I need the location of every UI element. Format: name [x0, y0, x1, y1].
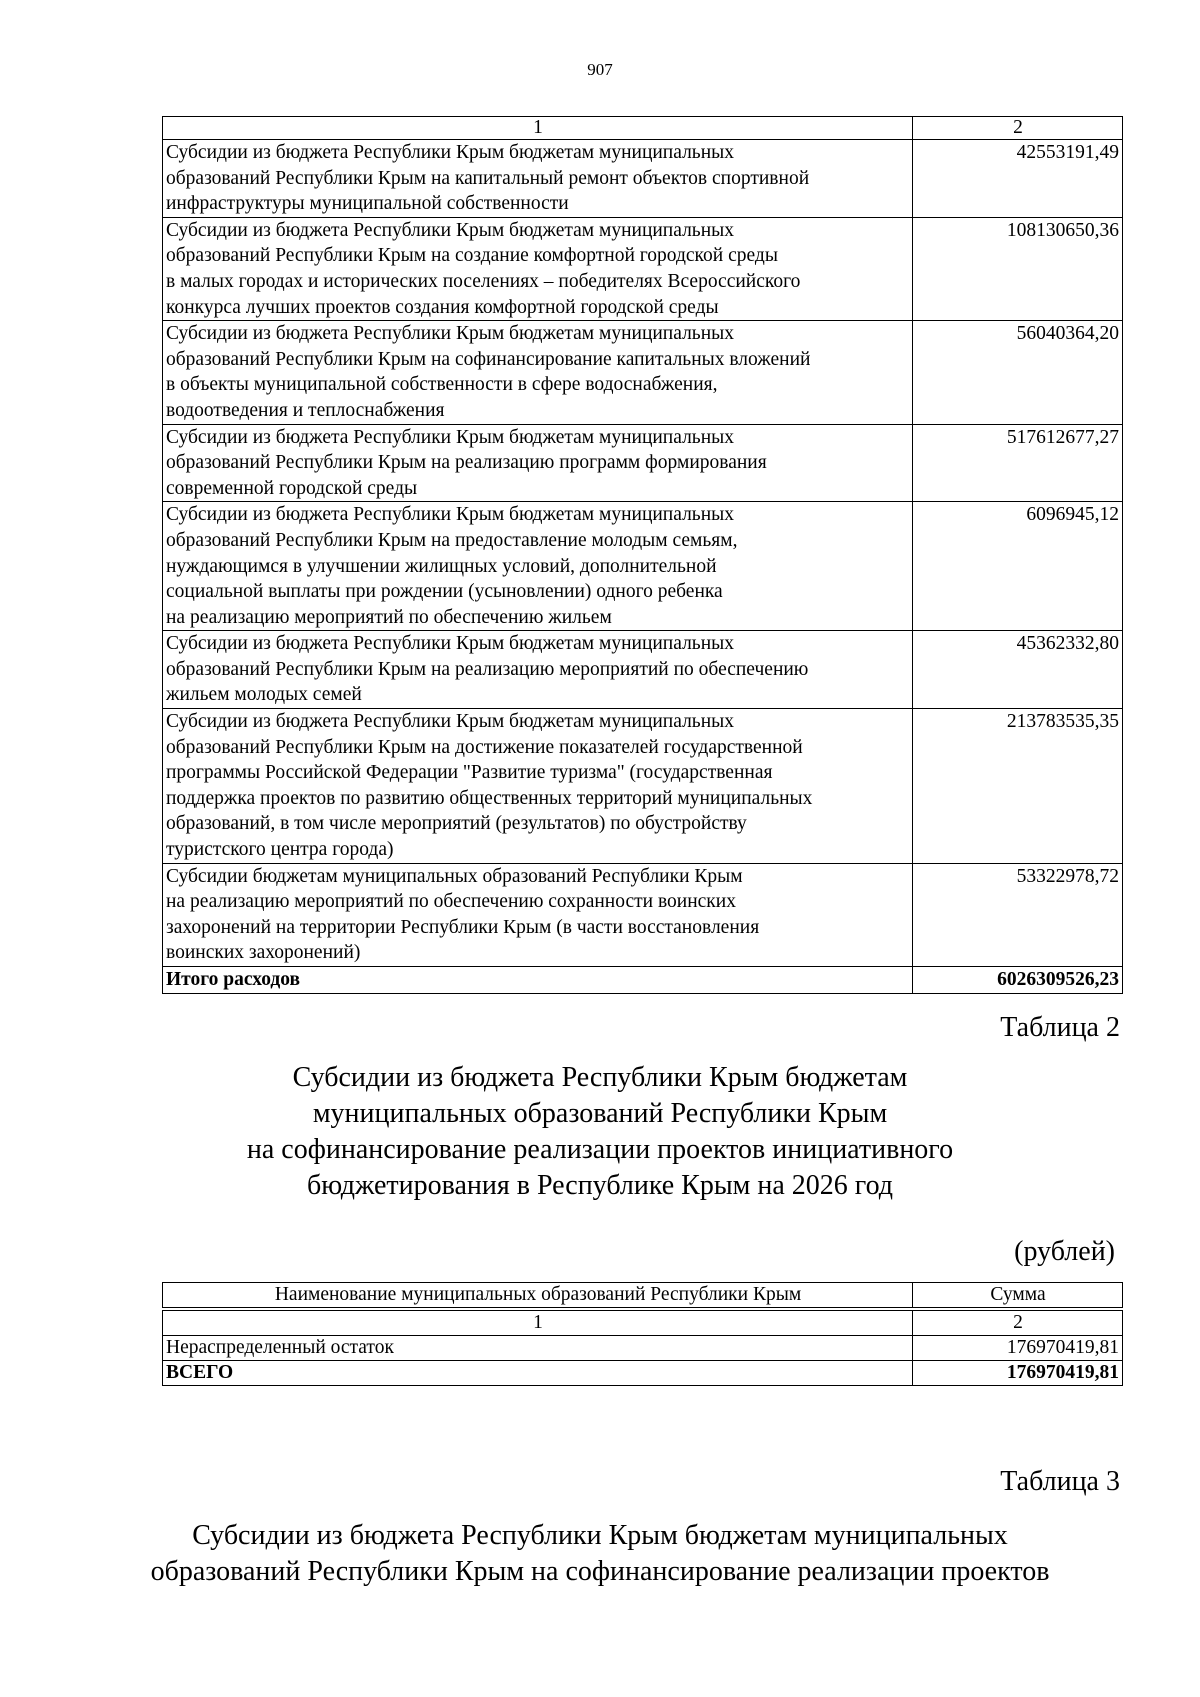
row-description: Субсидии бюджетам муниципальных образований Республики Крым на реализацию мероприятий по обеспечению сохранности воинских захоронений на территории Республики Крым (в части восстановления воинских захоронений) [163, 863, 913, 966]
column-number-1: 1 [163, 117, 913, 140]
subsidies-table-1 [162, 116, 1123, 994]
row-value: 53322978,72 [913, 863, 1123, 966]
total-value: 6026309526,23 [913, 967, 1123, 994]
column-numbers-row [163, 1311, 1123, 1336]
row-name: Нераспределенный остаток [163, 1336, 913, 1361]
column-header-name: Наименование муниципальных образований Республики Крым [163, 1283, 913, 1308]
table-row [163, 321, 1123, 424]
table-row [163, 709, 1123, 864]
row-description: Субсидии из бюджета Республики Крым бюджетам муниципальных образований Республики Крым на реализацию мероприятий по обеспечению жильем молодых семей [163, 631, 913, 709]
page-number: 907 [587, 60, 613, 79]
table-row [163, 502, 1123, 631]
column-header-sum: Сумма [913, 1283, 1123, 1308]
total-label: Итого расходов [163, 967, 913, 994]
table-row [163, 424, 1123, 502]
column-number-1: 1 [163, 1311, 913, 1336]
table-header-row [163, 1283, 1123, 1308]
row-description: Субсидии из бюджета Республики Крым бюджетам муниципальных образований Республики Крым на достижение показателей государственной программы Российской Федерации "Развитие туризма" (государственная поддержка проектов по развитию общественных территорий муниципальных образований, в том числе мероприятий (результатов) по обустройству туристского центра города) [163, 709, 913, 864]
total-value: 176970419,81 [913, 1361, 1123, 1386]
table-header-row [163, 117, 1123, 140]
subsidies-table-2 [162, 1282, 1123, 1386]
table-2-title: Субсидии из бюджета Республики Крым бюджетам муниципальных образований Республики Крым на софинансирование реализации проектов инициативного бюджетирования в Республике Крым на 2026 год [246, 1062, 954, 1201]
table-row [163, 1336, 1123, 1361]
row-value: 213783535,35 [913, 709, 1123, 864]
row-value: 42553191,49 [913, 140, 1123, 218]
table-3-label: Таблица 3 [1000, 1466, 1120, 1497]
row-value: 56040364,20 [913, 321, 1123, 424]
table-row [163, 217, 1123, 320]
row-description: Субсидии из бюджета Республики Крым бюджетам муниципальных образований Республики Крым на реализацию программ формирования современной городской среды [163, 424, 913, 502]
units-label: (рублей) [1014, 1236, 1115, 1267]
row-description: Субсидии из бюджета Республики Крым бюджетам муниципальных образований Республики Крым на создание комфортной городской среды в малых городах и исторических поселениях – победителях Всероссийского конкурса лучших проектов создания комфортной городской среды [163, 217, 913, 320]
row-value: 45362332,80 [913, 631, 1123, 709]
column-number-2: 2 [913, 117, 1123, 140]
total-label: ВСЕГО [163, 1361, 913, 1386]
row-value: 176970419,81 [913, 1336, 1123, 1361]
row-description: Субсидии из бюджета Республики Крым бюджетам муниципальных образований Республики Крым на предоставление молодым семьям, нуждающимся в улучшении жилищных условий, дополнительной социальной выплаты при рождении (усыновлении) одного ребенка на реализацию мероприятий по обеспечению жильем [163, 502, 913, 631]
table-row [163, 863, 1123, 966]
row-description: Субсидии из бюджета Республики Крым бюджетам муниципальных образований Республики Крым на капитальный ремонт объектов спортивной инфраструктуры муниципальной собственности [163, 140, 913, 218]
table-row [163, 140, 1123, 218]
table-2-label: Таблица 2 [1000, 1012, 1120, 1043]
column-number-2: 2 [913, 1311, 1123, 1336]
table-3-title: Субсидии из бюджета Республики Крым бюджетам муниципальных образований Республики Крым на софинансирование реализации проектов [150, 1520, 1050, 1587]
row-value: 517612677,27 [913, 424, 1123, 502]
total-row [163, 1361, 1123, 1386]
row-value: 6096945,12 [913, 502, 1123, 631]
row-value: 108130650,36 [913, 217, 1123, 320]
total-row [163, 967, 1123, 994]
row-description: Субсидии из бюджета Республики Крым бюджетам муниципальных образований Республики Крым на софинансирование капитальных вложений в объекты муниципальной собственности в сфере водоснабжения, водоотведения и теплоснабжения [163, 321, 913, 424]
table-row [163, 631, 1123, 709]
